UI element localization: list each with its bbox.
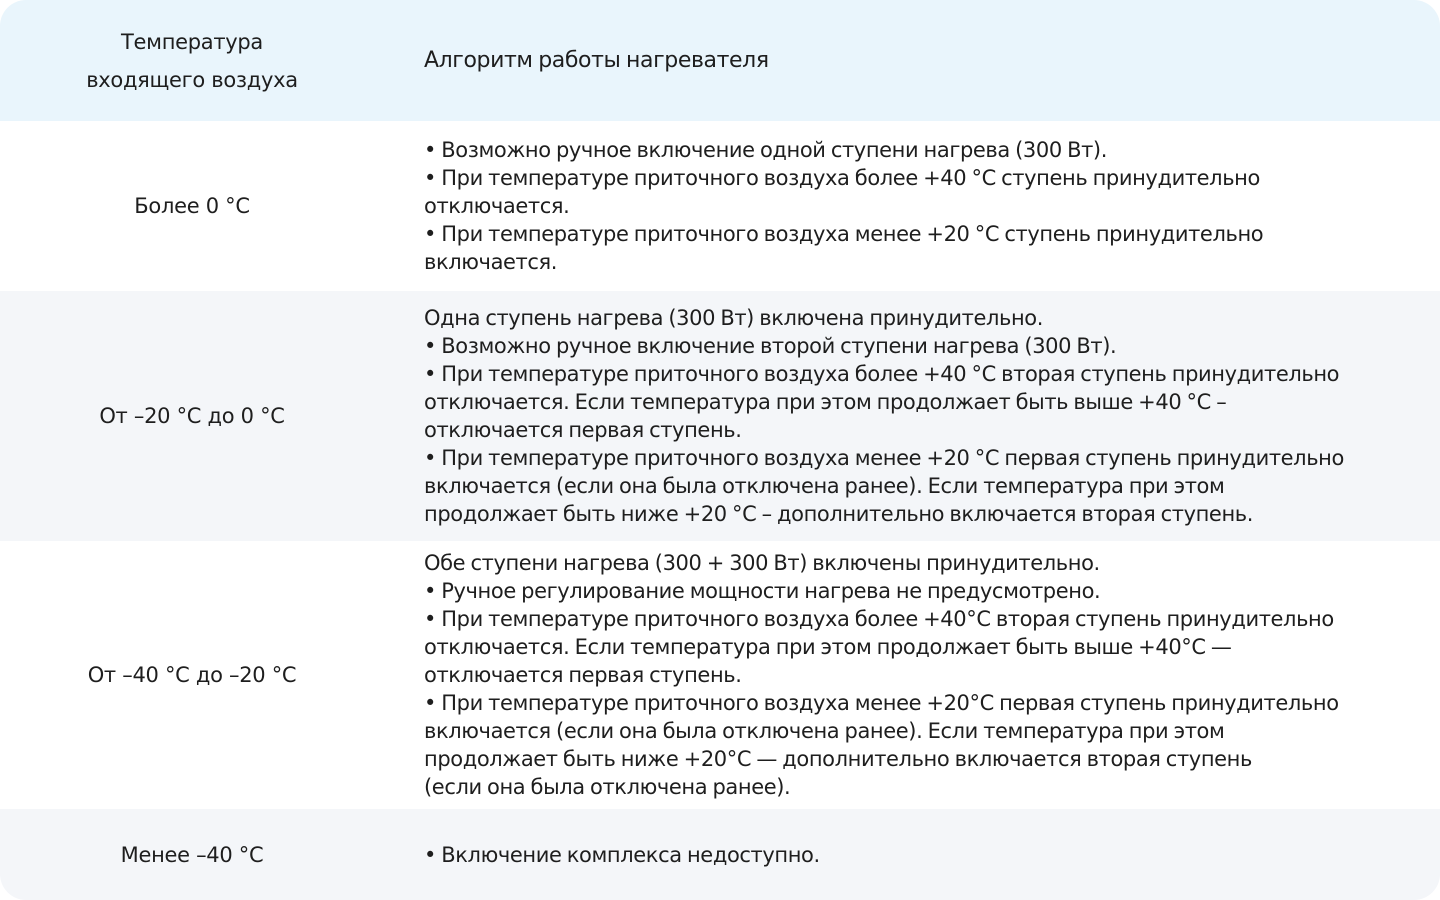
table-row bbox=[0, 541, 1440, 809]
table-header-row bbox=[0, 0, 1440, 121]
algo-line: • При температуре приточного воздуха более +40 °C вторая ступень принудительно bbox=[424, 362, 1340, 386]
algo-line: Обе ступени нагрева (300 + 300 Вт) включены принудительно. bbox=[424, 551, 1100, 575]
algo-line: • При температуре приточного воздуха менее +20 °C первая ступень принудительно bbox=[424, 446, 1344, 470]
algo-line: включается (если она была отключена ранее). Если температура при этом bbox=[424, 719, 1225, 743]
algo-line: • При температуре приточного воздуха более +40 °C ступень принудительно bbox=[424, 166, 1260, 190]
algo-cell bbox=[384, 136, 1440, 276]
algo-line: отключается. Если температура при этом продолжает быть выше +40°C — bbox=[424, 635, 1232, 659]
header-temp-cell bbox=[0, 23, 384, 99]
algo-line: • При температуре приточного воздуха менее +20 °C ступень принудительно bbox=[424, 222, 1264, 246]
algo-line: • Возможно ручное включение одной ступени нагрева (300 Вт). bbox=[424, 138, 1107, 162]
algo-line: отключается. Если температура при этом продолжает быть выше +40 °C – bbox=[424, 390, 1227, 414]
table-row bbox=[0, 291, 1440, 541]
algo-line: отключается. bbox=[424, 194, 570, 218]
header-algo-label: Алгоритм работы нагревателя bbox=[424, 47, 769, 73]
algo-line: (если она была отключена ранее). bbox=[424, 775, 791, 799]
header-temp-line: входящего воздуха bbox=[86, 67, 298, 92]
header-temp-line: Температура bbox=[121, 29, 263, 54]
algo-cell bbox=[384, 841, 1440, 869]
algo-line: • При температуре приточного воздуха более +40°C вторая ступень принудительно bbox=[424, 607, 1334, 631]
header-algo-cell bbox=[384, 47, 1440, 75]
algo-line: Одна ступень нагрева (300 Вт) включена принудительно. bbox=[424, 306, 1044, 330]
algo-line: продолжает быть ниже +20 °C – дополнительно включается вторая ступень. bbox=[424, 502, 1254, 526]
algo-line: отключается первая ступень. bbox=[424, 418, 742, 442]
algo-line: • Ручное регулирование мощности нагрева не предусмотрено. bbox=[424, 579, 1101, 603]
table-row bbox=[0, 809, 1440, 900]
temp-cell: От –20 °C до 0 °C bbox=[99, 404, 285, 428]
algo-cell bbox=[384, 549, 1440, 801]
algo-line: продолжает быть ниже +20°C — дополнительно включается вторая ступень bbox=[424, 747, 1252, 771]
temp-cell: От –40 °C до –20 °C bbox=[87, 663, 297, 687]
algo-line: • При температуре приточного воздуха менее +20°C первая ступень принудительно bbox=[424, 691, 1339, 715]
temp-cell: Менее –40 °C bbox=[120, 842, 264, 867]
algo-line: включается (если она была отключена ранее). Если температура при этом bbox=[424, 474, 1225, 498]
algo-line: • Включение комплекса недоступно. bbox=[424, 842, 820, 867]
table-row bbox=[0, 121, 1440, 291]
algo-line: отключается первая ступень. bbox=[424, 663, 742, 687]
temp-cell: Более 0 °C bbox=[134, 194, 250, 218]
algo-line: • Возможно ручное включение второй ступени нагрева (300 Вт). bbox=[424, 334, 1117, 358]
algo-line: включается. bbox=[424, 250, 558, 274]
algo-cell bbox=[384, 304, 1440, 528]
